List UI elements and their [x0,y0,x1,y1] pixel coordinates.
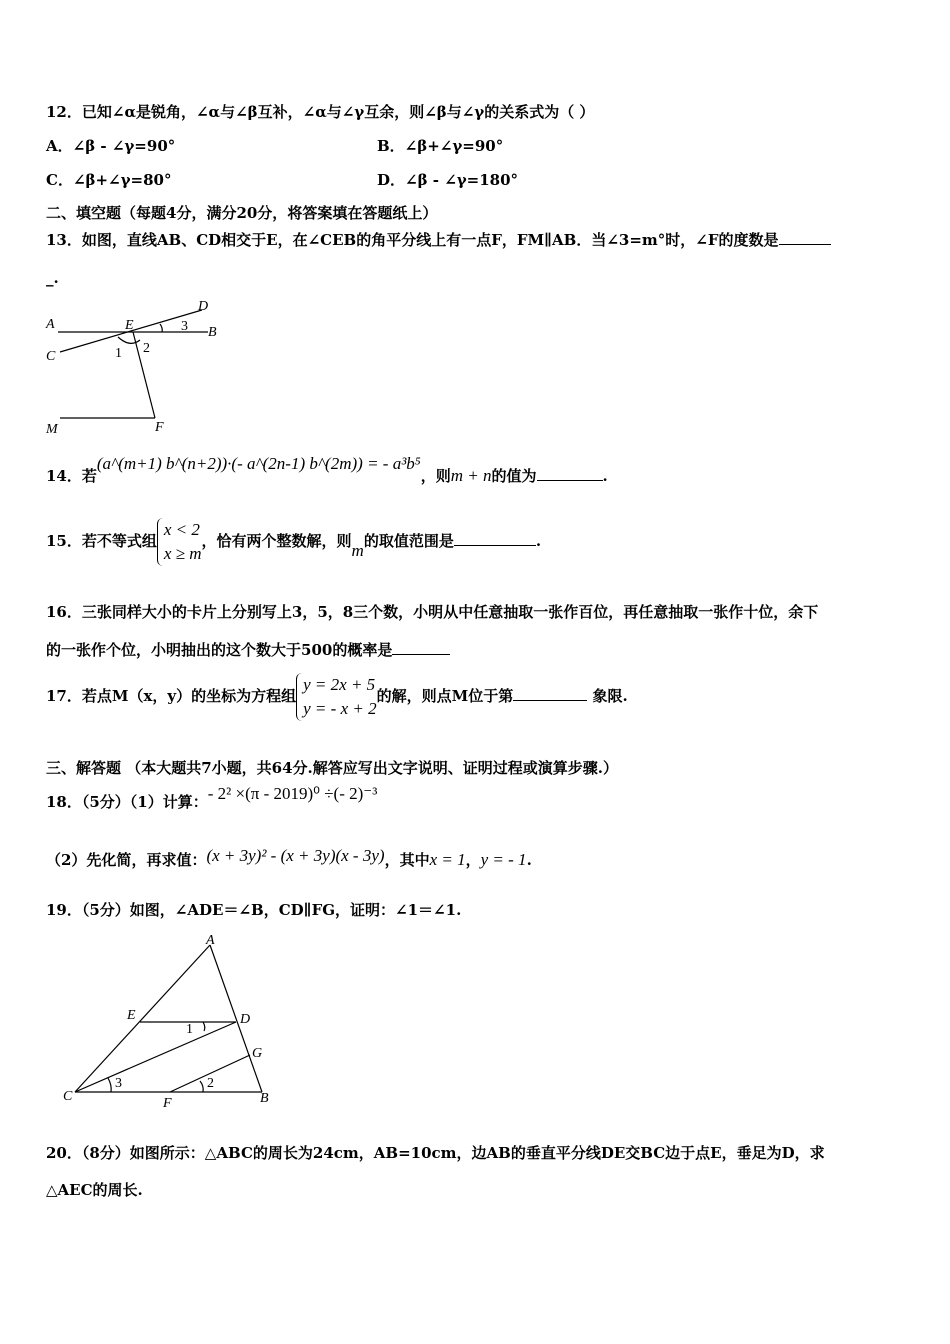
q16-line-1: 16．三张同样大小的卡片上分别写上3，5，8三个数，小明从中任意抽取一张作百位，再任意抽取一张作十位，余下 [46,603,819,621]
label-c: C [63,1089,73,1104]
question-19-stem: 19．（5分）如图，∠ADE＝∠B，CD∥FG，证明：∠1＝∠1. [46,901,462,919]
q14-expression: (a^(m+1) b^(n+2))·(- a^(2n-1) b^(2m)) = - a³b⁵ [96,454,421,473]
q17-suffix: 象限. [592,687,628,705]
q15-mid: ，恰有两个整数解，则 [201,532,352,550]
answer-blank [537,466,603,481]
q18-expression-2: (x + 3y)² - (x + 3y)(x - 3y) [206,846,385,865]
answer-blank [392,640,450,655]
label-e: E [127,1008,136,1023]
label-angle-1: 1 [115,346,122,361]
angle-arc [118,337,140,343]
label-g: G [252,1046,263,1061]
q14-mid: ，则 [420,467,451,485]
angle-arc [203,1022,205,1031]
figure-q13 [0,290,240,440]
option-a: A．∠β - ∠γ=90° [46,137,176,155]
option-c: C．∠β+∠γ=80° [46,171,172,189]
q18-end: . [526,851,532,869]
q15-var: m [351,541,364,560]
label-d: D [198,299,209,314]
line-ca [75,945,210,1092]
label-a: A [46,317,55,332]
q18-mid: ，其中 [384,851,430,869]
option-b: B．∠β+∠γ=90° [377,137,504,155]
inequality-system [157,518,202,566]
angle-arc [108,1078,111,1092]
q18-prefix: 18．（5分）（1）计算： [46,793,208,811]
question-13-stem [46,230,831,250]
q17-mid: 的解，则点M位于第 [376,687,514,705]
label-angle-2: 2 [207,1076,214,1091]
q14-end: . [602,467,608,485]
label-a: A [206,933,215,948]
question-14 [46,454,608,486]
q18-condition-y: y = - 1 [480,850,527,869]
q14-var: m + n [450,466,492,485]
figure-q19 [0,930,300,1110]
question-12-stem: 12．已知∠α是锐角，∠α与∠β互补，∠α与∠γ互余，则∠β与∠γ的关系式为（ ） [46,103,595,121]
q17-prefix: 17．若点M（x，y）的坐标为方程组 [46,687,297,705]
q13-tail: _. [46,269,59,287]
label-angle-3: 3 [115,1076,122,1091]
section-2-heading: 二、填空题（每题4分，满分20分，将答案填在答题纸上） [46,204,438,222]
angle-arc [160,324,162,332]
label-f: F [155,420,164,435]
q18-expression: - 2² ×(π - 2019)⁰ ÷(- 2)⁻³ [207,784,378,803]
question-18-part-2 [46,846,532,870]
label-d: D [240,1012,251,1027]
equation-1: y = 2x + 5 [303,675,376,694]
q13-text: 13．如图，直线AB、CD相交于E，在∠CEB的角平分线上有一点F，FM∥AB．当∠3=m°时，∠F的度数是 [46,231,779,249]
label-f: F [163,1096,172,1110]
q15-end: . [535,532,542,550]
answer-blank [513,686,587,701]
answer-blank [454,531,536,546]
q18-part2-label: （2）先化简，再求值： [46,851,207,869]
label-m: M [46,422,58,437]
q20-line-1: 20．（8分）如图所示：△ABC的周长为24cm，AB=10cm，边AB的垂直平分线DE交BC边于点E，垂足为D，求 [46,1144,825,1162]
q15-suffix: 的取值范围是 [363,532,454,550]
label-c: C [46,349,56,364]
q16-line-2: 的一张作个位，小明抽出的这个数大于500的概率是 [46,641,393,659]
question-17 [46,673,628,721]
inequality-1: x < 2 [163,520,200,539]
q20-line-2: △AEC的周长. [46,1181,143,1199]
label-e: E [125,318,134,333]
option-d: D．∠β - ∠γ=180° [377,171,519,189]
equation-system [296,673,376,721]
q15-prefix: 15．若不等式组 [46,532,157,550]
equation-2: y = - x + 2 [303,699,377,718]
label-b: B [260,1091,269,1106]
label-b: B [208,325,217,340]
label-angle-2: 2 [143,341,150,356]
q14-prefix: 14．若 [46,467,97,485]
label-angle-3: 3 [181,319,188,334]
label-angle-1: 1 [186,1022,193,1037]
question-16-line-2 [46,640,450,660]
section-3-heading: 三、解答题 （本大题共7小题，共64分.解答应写出文字说明、证明过程或演算步骤.） [46,759,618,777]
question-15 [46,518,541,566]
answer-blank [779,230,831,245]
q18-condition-x: x = 1 [429,850,466,869]
q18-sep: ， [465,851,481,869]
angle-arc [200,1081,203,1092]
question-18-part-1 [46,784,378,812]
q14-suffix: 的值为 [491,467,537,485]
inequality-2: x ≥ m [163,544,202,563]
